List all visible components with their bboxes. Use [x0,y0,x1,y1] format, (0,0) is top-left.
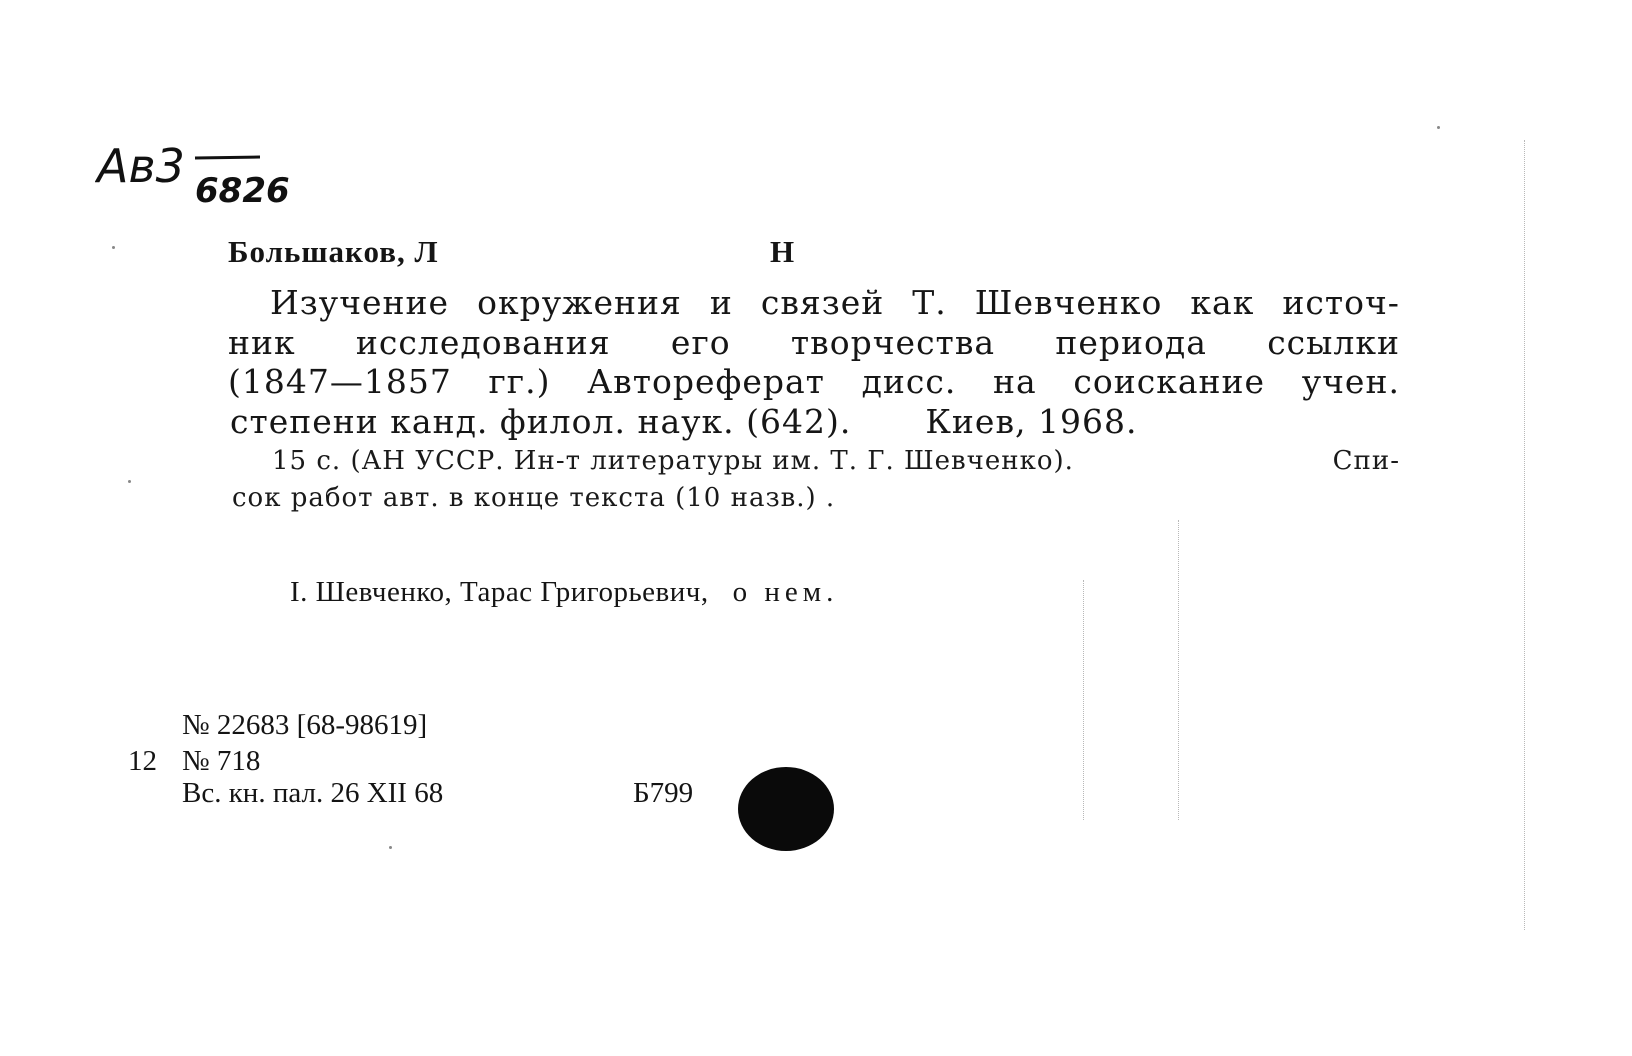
degree-and-pages: степени канд. филол. наук. (642). [230,402,852,441]
title-word: ник [228,323,296,362]
scan-speck [112,246,115,249]
title-word: Автореферат [587,362,825,401]
title-word: периода [1055,323,1207,362]
collation-note: 15 с. (АН УССР. Ин-т литературы им. Т. Г. Шевченко). [272,446,1074,476]
title-line-3 [228,362,1400,401]
shelf-mark-number: 6826 [195,171,290,211]
title-word: дисс. [861,362,957,401]
registration-number: № 22683 [68-98619] [182,709,428,741]
punch-hole [738,767,834,851]
notes-line-2: сок работ авт. в конце текста (10 назв.) . [232,483,836,513]
title-word: окружения [477,283,682,322]
title-word: (1847—1857 [228,362,452,401]
title-line-1 [270,283,1400,322]
title-word: соискание [1073,362,1266,401]
author-heading: Большаков, Л [228,234,439,269]
subject-main: I. Шевченко, Тарас Григорьевич, [290,576,709,608]
chamber-stamp: Вс. кн. пал. 26 XII 68 [182,777,444,809]
publication-place-year: Киев, 1968. [925,402,1138,441]
author-second-initial: Н [770,234,795,269]
handwritten-shelf-mark [95,130,305,220]
scan-speck [389,846,392,849]
scan-dotted-edge [1524,140,1526,930]
title-word: Изучение [270,283,450,322]
scan-dotted-edge [1178,520,1180,820]
title-line-2 [228,323,1400,362]
shelf-mark-prefix: Ав3 [97,139,185,193]
notes-line-1 [272,446,1400,476]
title-word: творчества [790,323,996,362]
scan-speck [1437,126,1440,129]
title-word: Шевченко [974,283,1163,322]
scan-dotted-edge [1083,580,1085,820]
shelf-mark-fraction-bar [195,157,260,158]
subject-heading [290,576,838,609]
subject-qualifier: о нем. [732,576,839,608]
title-word: учен. [1301,362,1400,401]
title-word: на [993,362,1037,401]
title-word: его [670,323,731,362]
print-code: Б799 [633,777,694,809]
registration-prefix: 12 [128,745,157,777]
title-word: Т. [912,283,947,322]
card-number: № 718 [182,745,261,777]
title-word: и [709,283,733,322]
bibliography-note-start: Спи- [1332,446,1400,476]
title-word: связей [760,283,885,322]
scan-speck [128,480,131,483]
title-word: как [1190,283,1255,322]
title-line-4 [230,402,1137,441]
title-word: исследования [355,323,611,362]
title-word: ссылки [1267,323,1400,362]
title-word: источ- [1282,283,1400,322]
title-word: гг.) [488,362,551,401]
